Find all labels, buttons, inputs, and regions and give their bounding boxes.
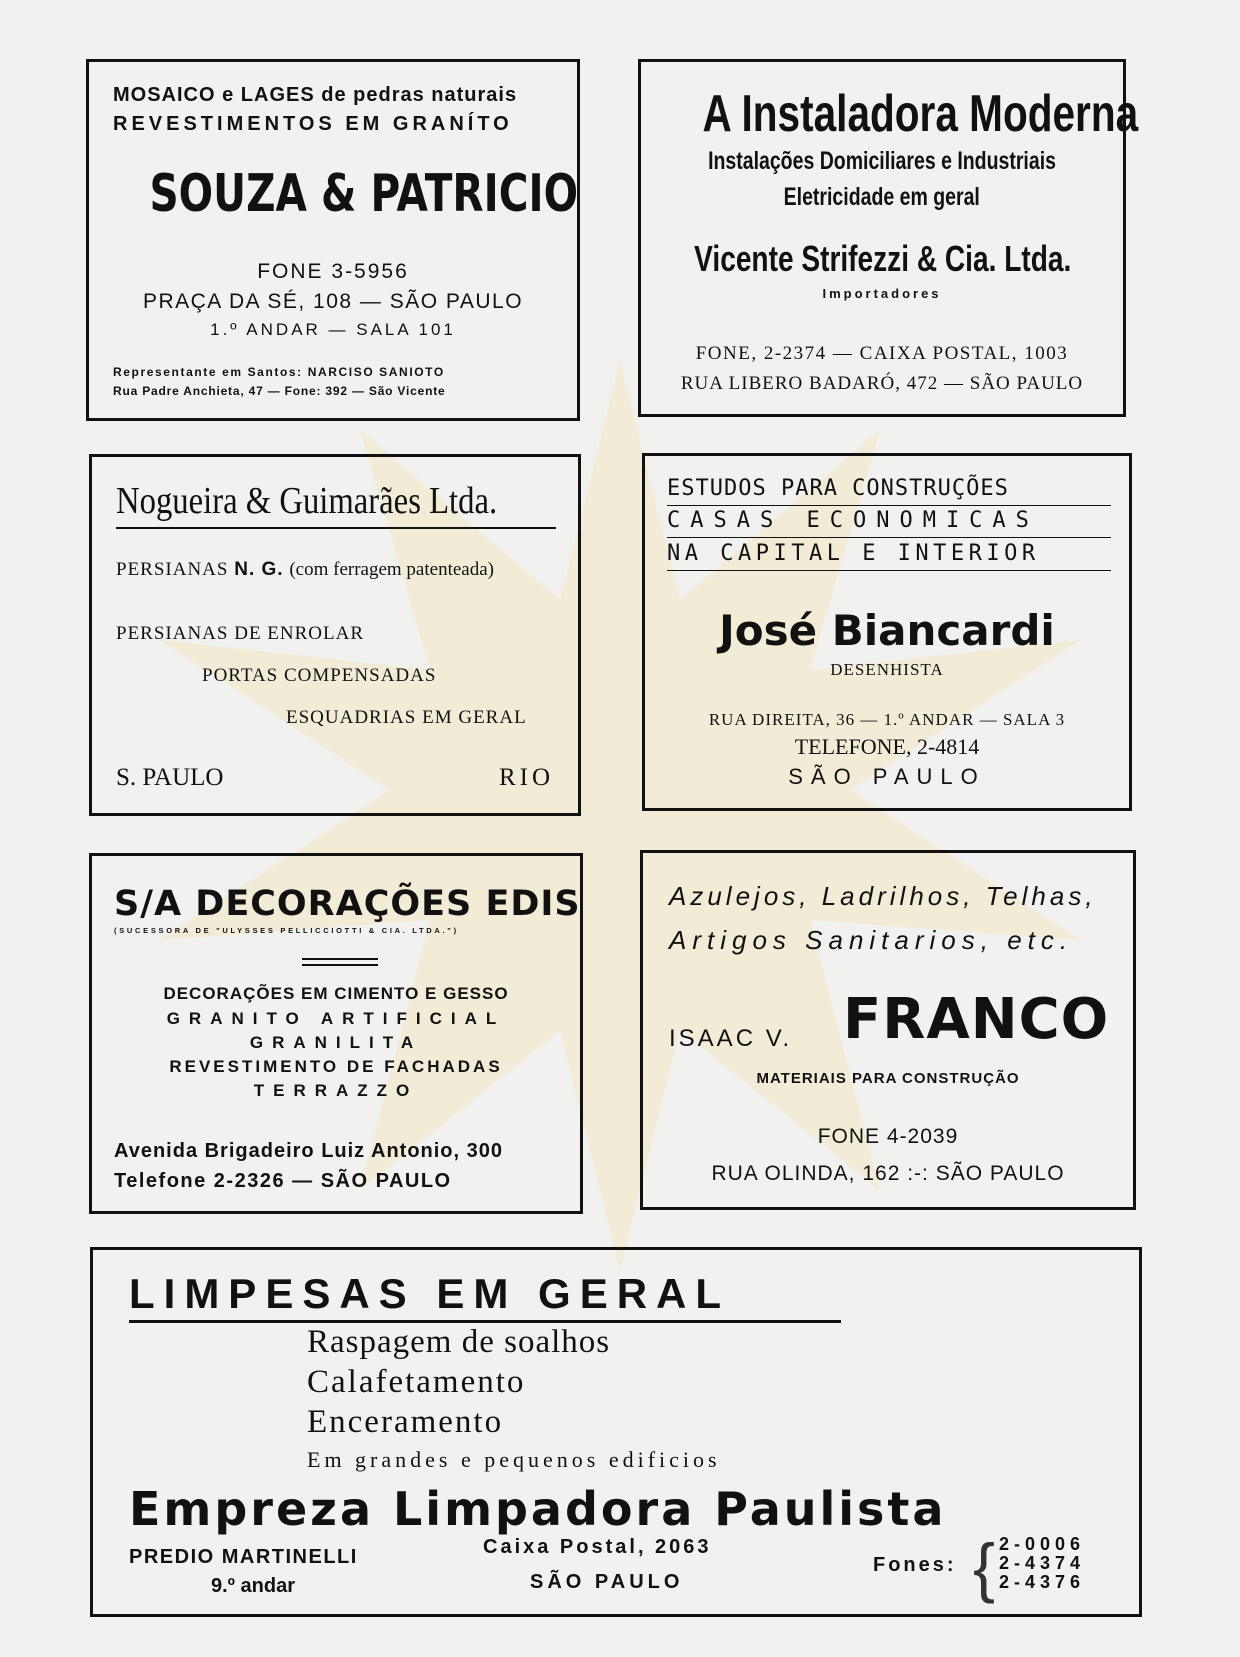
ad7-s2: Calafetamento [307, 1364, 526, 1400]
ad4-city: SÃO PAULO [788, 764, 986, 789]
ad7-c1: Caixa Postal, 2063 [483, 1536, 712, 1558]
ad5-l4: REVESTIMENTO DE FACHADAS [169, 1057, 503, 1076]
ad3-underline [116, 527, 556, 529]
ad2-title: A Instaladora Moderna [702, 85, 1139, 143]
ad4-rule2 [667, 537, 1111, 538]
ad5-phone: Telefone 2-2326 — SÃO PAULO [114, 1170, 452, 1192]
ad6-l2: Artigos Sanitarios, etc. [669, 925, 1074, 955]
ad5-l1: DECORAÇÕES EM CIMENTO E GESSO [163, 984, 509, 1003]
ad7-c2: SÃO PAULO [530, 1571, 684, 1593]
ad-instaladora-moderna [638, 59, 1139, 417]
ad6-phone: FONE 4-2039 [817, 1125, 959, 1148]
ad4-l1: ESTUDOS PARA CONSTRUÇÕES [667, 476, 1009, 501]
ad5-company: S/A DECORAÇÕES EDIS [114, 884, 581, 924]
ad6-l1: Azulejos, Ladrilhos, Telhas, [669, 881, 1097, 911]
ad4-name: José Biancardi [719, 606, 1055, 655]
ad2-sub1-wrap [641, 147, 1123, 176]
ad3-p1c: (com ferragem patenteada) [289, 559, 494, 580]
ad7-phone-1: 2-0006 [999, 1534, 1086, 1554]
ad2-company: Vicente Strifezzi & Cia. Ltda. [694, 238, 1072, 279]
ad3-city1: S. PAULO [116, 764, 224, 791]
ad1-line1: MOSAICO e LAGES de pedras naturais [113, 84, 518, 106]
ad2-company-wrap [641, 238, 1123, 280]
ad-isaac-franco [640, 850, 1136, 1210]
ad6-prefix: ISAAC V. [669, 1025, 793, 1052]
ad2-title-wrap [641, 84, 1139, 144]
ad1-address: PRAÇA DA SÉ, 108 — SÃO PAULO [142, 290, 524, 313]
ad7-title-rule [129, 1320, 841, 1323]
ad3-p1a: PERSIANAS [116, 559, 229, 580]
ad7-phones-label: Fones: [873, 1554, 957, 1576]
ad-decoracoes-edis [89, 853, 583, 1214]
ad3-company: Nogueira & Guimarães Ltda. [116, 480, 498, 522]
ad1-phone: FONE 3-5956 [257, 260, 409, 283]
ad7-s1: Raspagem de soalhos [307, 1324, 611, 1360]
ad5-l3: GRANILITA [249, 1033, 423, 1052]
ad-souza-patricio [86, 59, 580, 421]
ad3-p4: ESQUADRIAS EM GERAL [286, 707, 527, 728]
ad1-company-wrap [89, 164, 577, 224]
ad3-persianas-ng [116, 559, 494, 581]
ad2-sub1: Instalações Domiciliares e Industriais [708, 147, 1056, 175]
ad7-phone-3: 2-4376 [999, 1572, 1086, 1592]
ad7-title: LIMPESAS EM GERAL [129, 1270, 731, 1317]
ad-limpadora-paulista [90, 1247, 1142, 1617]
ad4-l2: CASAS ECONOMICAS [667, 508, 1039, 533]
ad4-phone: TELEFONE, 2-4814 [794, 734, 980, 759]
ad7-b2: 9.º andar [211, 1575, 296, 1597]
ad7-phone-2: 2-4374 [999, 1553, 1086, 1573]
ad7-s4: Em grandes e pequenos edificios [307, 1447, 721, 1472]
ad2-address: RUA LIBERO BADARÓ, 472 — SÃO PAULO [680, 373, 1084, 394]
ad2-phone: FONE, 2-2374 — CAIXA POSTAL, 1003 [695, 343, 1069, 364]
ad1-rep2: Rua Padre Anchieta, 47 — Fone: 392 — São Vicente [113, 384, 446, 398]
ad7-b1: PREDIO MARTINELLI [129, 1546, 358, 1568]
ad5-double-rule-1 [302, 958, 378, 960]
ad6-address: RUA OLINDA, 162 :-: SÃO PAULO [711, 1162, 1065, 1185]
ad1-line2: REVESTIMENTOS EM GRANÍTO [113, 113, 513, 135]
ad5-address: Avenida Brigadeiro Luiz Antonio, 300 [114, 1140, 504, 1162]
ad5-double-rule-2 [302, 964, 378, 966]
ad7-company: Empreza Limpadora Paulista [129, 1482, 947, 1536]
ad7-s3: Enceramento [307, 1404, 504, 1440]
ad7-phones-brace: { [973, 1530, 996, 1604]
ad5-l5: TERRAZZO [253, 1081, 419, 1100]
ad2-sub2-wrap [641, 183, 1123, 212]
ad-nogueira-guimaraes [89, 454, 581, 816]
ad4-role: DESENHISTA [830, 660, 944, 679]
ad2-sub2: Eletricidade em geral [783, 183, 981, 211]
ad4-address: RUA DIREITA, 36 — 1.º ANDAR — SALA 3 [708, 710, 1066, 729]
ad6-name: FRANCO [843, 987, 1110, 1052]
ad1-rep1: Representante em Santos: NARCISO SANIOTO [113, 365, 445, 379]
ad1-floor: 1.º ANDAR — SALA 101 [210, 320, 456, 339]
ad4-rule3 [667, 570, 1111, 571]
ad5-l2: GRANITO ARTIFICIAL [166, 1009, 506, 1028]
ad4-rule1 [667, 505, 1111, 506]
ad3-city2: RIO [498, 764, 554, 791]
ad3-p3: PORTAS COMPENSADAS [202, 665, 437, 686]
ad-jose-biancardi [642, 453, 1132, 811]
ad2-role: Importadores [822, 286, 942, 301]
ad3-p2: PERSIANAS DE ENROLAR [116, 623, 365, 644]
ad6-sub: MATERIAIS PARA CONSTRUÇÃO [756, 1070, 1020, 1087]
ad4-l3: NA CAPITAL E INTERIOR [667, 541, 1040, 566]
ad1-company: SOUZA & PATRICIO [149, 164, 579, 224]
ad3-p1b: N. G. [234, 559, 284, 580]
ad5-successor: (SUCESSORA DE "ULYSSES PELLICCIOTTI & CIA. LTDA.") [114, 926, 459, 935]
